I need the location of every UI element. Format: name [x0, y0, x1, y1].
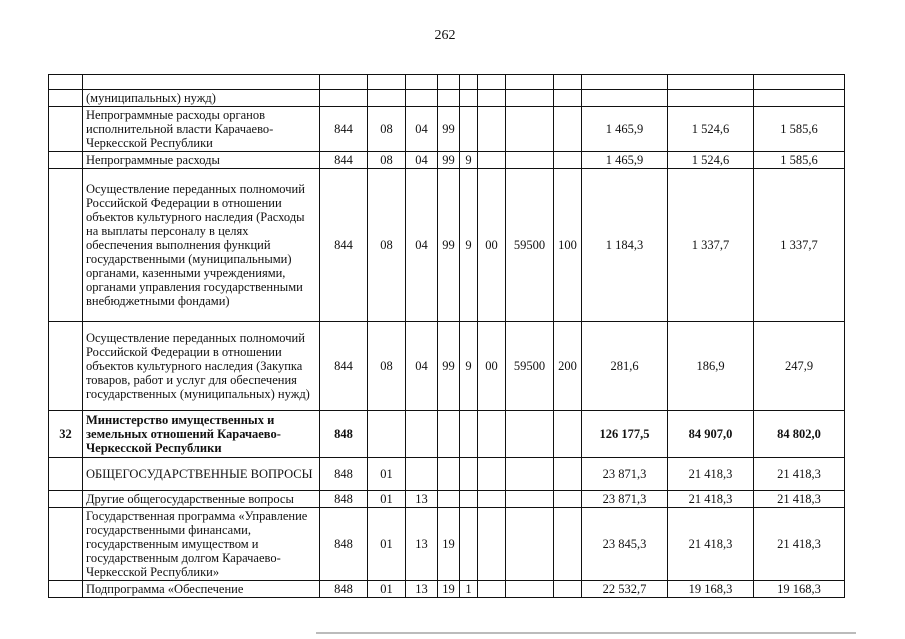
- code-subprogram: 1: [460, 581, 478, 598]
- amount-year-1: 1 184,3: [582, 169, 668, 322]
- amount-year-3: 1 585,6: [754, 152, 845, 169]
- code-section: 01: [368, 508, 406, 581]
- code-program: 99: [438, 107, 460, 152]
- item-name: ОБЩЕГОСУДАРСТВЕННЫЕ ВОПРОСЫ: [83, 458, 320, 491]
- code-program: [438, 411, 460, 458]
- table-row: [49, 75, 845, 90]
- item-name: Непрограммные расходы: [83, 152, 320, 169]
- item-name: [83, 75, 320, 90]
- code-expense-type: 100: [554, 169, 582, 322]
- code-expense-type: [554, 581, 582, 598]
- amount-year-2: 186,9: [668, 322, 754, 411]
- table-row: [49, 491, 845, 508]
- code-direction: [478, 581, 506, 598]
- code-subsection: [406, 458, 438, 491]
- code-ministry: 848: [320, 458, 368, 491]
- code-ministry: 844: [320, 322, 368, 411]
- code-target: [506, 107, 554, 152]
- code-ministry: 848: [320, 508, 368, 581]
- code-ministry: 848: [320, 491, 368, 508]
- code-program: [438, 458, 460, 491]
- code-program: [438, 491, 460, 508]
- amount-year-3: 1 337,7: [754, 169, 845, 322]
- code-subprogram: [460, 90, 478, 107]
- code-section: 08: [368, 107, 406, 152]
- code-ministry: 848: [320, 411, 368, 458]
- code-target: [506, 508, 554, 581]
- budget-table: [48, 74, 845, 598]
- row-number: [49, 152, 83, 169]
- code-target: 59500: [506, 169, 554, 322]
- amount-year-1: 22 532,7: [582, 581, 668, 598]
- code-direction: [478, 107, 506, 152]
- code-direction: [478, 458, 506, 491]
- amount-year-1: [582, 90, 668, 107]
- code-program: 19: [438, 581, 460, 598]
- code-program: 99: [438, 152, 460, 169]
- code-target: [506, 152, 554, 169]
- code-section: 08: [368, 322, 406, 411]
- code-program: 19: [438, 508, 460, 581]
- code-program: [438, 75, 460, 90]
- code-section: 08: [368, 152, 406, 169]
- table-row: [49, 107, 845, 152]
- amount-year-2: 21 418,3: [668, 458, 754, 491]
- table-row: [49, 411, 845, 458]
- amount-year-2: 84 907,0: [668, 411, 754, 458]
- table-body: [49, 75, 845, 598]
- row-number: [49, 458, 83, 491]
- row-number: [49, 581, 83, 598]
- row-number: [49, 508, 83, 581]
- code-program: [438, 90, 460, 107]
- table-row: [49, 90, 845, 107]
- code-subprogram: 9: [460, 169, 478, 322]
- code-subprogram: 9: [460, 322, 478, 411]
- row-number: [49, 107, 83, 152]
- row-number: 32: [49, 411, 83, 458]
- amount-year-1: 126 177,5: [582, 411, 668, 458]
- code-direction: [478, 508, 506, 581]
- amount-year-1: 1 465,9: [582, 107, 668, 152]
- code-target: [506, 491, 554, 508]
- table-row: [49, 152, 845, 169]
- code-subsection: 13: [406, 491, 438, 508]
- code-ministry: 844: [320, 169, 368, 322]
- item-name: Осуществление переданных полномочий Российской Федерации в отношении объектов культурного наследия (Закупка товаров, работ и услуг для обеспечения государственных (муниципальных) нужд): [83, 322, 320, 411]
- item-name: Государственная программа «Управление государственными финансами, государственным имуществом и государственным долгом Карачаево-Черкесской Республики»: [83, 508, 320, 581]
- amount-year-2: [668, 75, 754, 90]
- code-subprogram: [460, 491, 478, 508]
- code-subsection: 04: [406, 322, 438, 411]
- row-number: [49, 322, 83, 411]
- code-subsection: [406, 90, 438, 107]
- item-name: Другие общегосударственные вопросы: [83, 491, 320, 508]
- amount-year-3: 247,9: [754, 322, 845, 411]
- item-name: Министерство имущественных и земельных отношений Карачаево-Черкесской Республики: [83, 411, 320, 458]
- code-direction: [478, 491, 506, 508]
- item-name: Непрограммные расходы органов исполнительной власти Карачаево-Черкесской Республики: [83, 107, 320, 152]
- code-target: [506, 581, 554, 598]
- code-subsection: 04: [406, 152, 438, 169]
- code-subsection: 04: [406, 107, 438, 152]
- page-number: 262: [434, 28, 456, 43]
- code-expense-type: [554, 508, 582, 581]
- code-target: 59500: [506, 322, 554, 411]
- amount-year-3: 21 418,3: [754, 508, 845, 581]
- code-section: [368, 90, 406, 107]
- amount-year-1: 281,6: [582, 322, 668, 411]
- code-subsection: 13: [406, 581, 438, 598]
- amount-year-3: 19 168,3: [754, 581, 845, 598]
- table-row: [49, 458, 845, 491]
- code-subsection: [406, 75, 438, 90]
- code-ministry: 844: [320, 107, 368, 152]
- code-section: 08: [368, 169, 406, 322]
- code-program: 99: [438, 322, 460, 411]
- item-name: Подпрограмма «Обеспечение: [83, 581, 320, 598]
- page-edge-line: [316, 632, 856, 634]
- row-number: [49, 75, 83, 90]
- amount-year-3: 21 418,3: [754, 491, 845, 508]
- amount-year-1: 1 465,9: [582, 152, 668, 169]
- table-row: [49, 581, 845, 598]
- code-ministry: 848: [320, 581, 368, 598]
- row-number: [49, 169, 83, 322]
- amount-year-2: 19 168,3: [668, 581, 754, 598]
- item-name: Осуществление переданных полномочий Российской Федерации в отношении объектов культурного наследия (Расходы на выплаты персоналу в целях обеспечения выполнения функций государственными (муниципальными) органами, казенными учреждениями, органами управления государственными внебюджетными фондами): [83, 169, 320, 322]
- code-program: 99: [438, 169, 460, 322]
- code-direction: [478, 411, 506, 458]
- code-expense-type: 200: [554, 322, 582, 411]
- code-ministry: [320, 90, 368, 107]
- amount-year-1: 23 871,3: [582, 491, 668, 508]
- code-direction: [478, 152, 506, 169]
- code-subprogram: [460, 107, 478, 152]
- row-number: [49, 90, 83, 107]
- code-subprogram: [460, 508, 478, 581]
- code-target: [506, 75, 554, 90]
- code-expense-type: [554, 152, 582, 169]
- code-expense-type: [554, 75, 582, 90]
- amount-year-1: 23 871,3: [582, 458, 668, 491]
- code-target: [506, 411, 554, 458]
- code-subsection: 04: [406, 169, 438, 322]
- code-section: 01: [368, 458, 406, 491]
- amount-year-2: 1 337,7: [668, 169, 754, 322]
- code-direction: 00: [478, 169, 506, 322]
- amount-year-2: 1 524,6: [668, 107, 754, 152]
- amount-year-1: [582, 75, 668, 90]
- table-row: [49, 322, 845, 411]
- code-subprogram: [460, 75, 478, 90]
- amount-year-2: 1 524,6: [668, 152, 754, 169]
- code-section: 01: [368, 581, 406, 598]
- code-expense-type: [554, 491, 582, 508]
- amount-year-3: [754, 75, 845, 90]
- code-expense-type: [554, 90, 582, 107]
- code-expense-type: [554, 411, 582, 458]
- code-expense-type: [554, 458, 582, 491]
- code-section: 01: [368, 491, 406, 508]
- amount-year-1: 23 845,3: [582, 508, 668, 581]
- code-section: [368, 75, 406, 90]
- code-expense-type: [554, 107, 582, 152]
- amount-year-2: 21 418,3: [668, 508, 754, 581]
- code-target: [506, 458, 554, 491]
- code-target: [506, 90, 554, 107]
- code-subsection: [406, 411, 438, 458]
- code-ministry: [320, 75, 368, 90]
- amount-year-3: [754, 90, 845, 107]
- amount-year-2: [668, 90, 754, 107]
- amount-year-3: 84 802,0: [754, 411, 845, 458]
- code-subprogram: [460, 458, 478, 491]
- code-subprogram: 9: [460, 152, 478, 169]
- code-ministry: 844: [320, 152, 368, 169]
- row-number: [49, 491, 83, 508]
- table-row: [49, 169, 845, 322]
- code-subsection: 13: [406, 508, 438, 581]
- code-direction: 00: [478, 322, 506, 411]
- code-subprogram: [460, 411, 478, 458]
- amount-year-2: 21 418,3: [668, 491, 754, 508]
- table-row: [49, 508, 845, 581]
- code-section: [368, 411, 406, 458]
- code-direction: [478, 90, 506, 107]
- amount-year-3: 1 585,6: [754, 107, 845, 152]
- item-name: (муниципальных) нужд): [83, 90, 320, 107]
- amount-year-3: 21 418,3: [754, 458, 845, 491]
- code-direction: [478, 75, 506, 90]
